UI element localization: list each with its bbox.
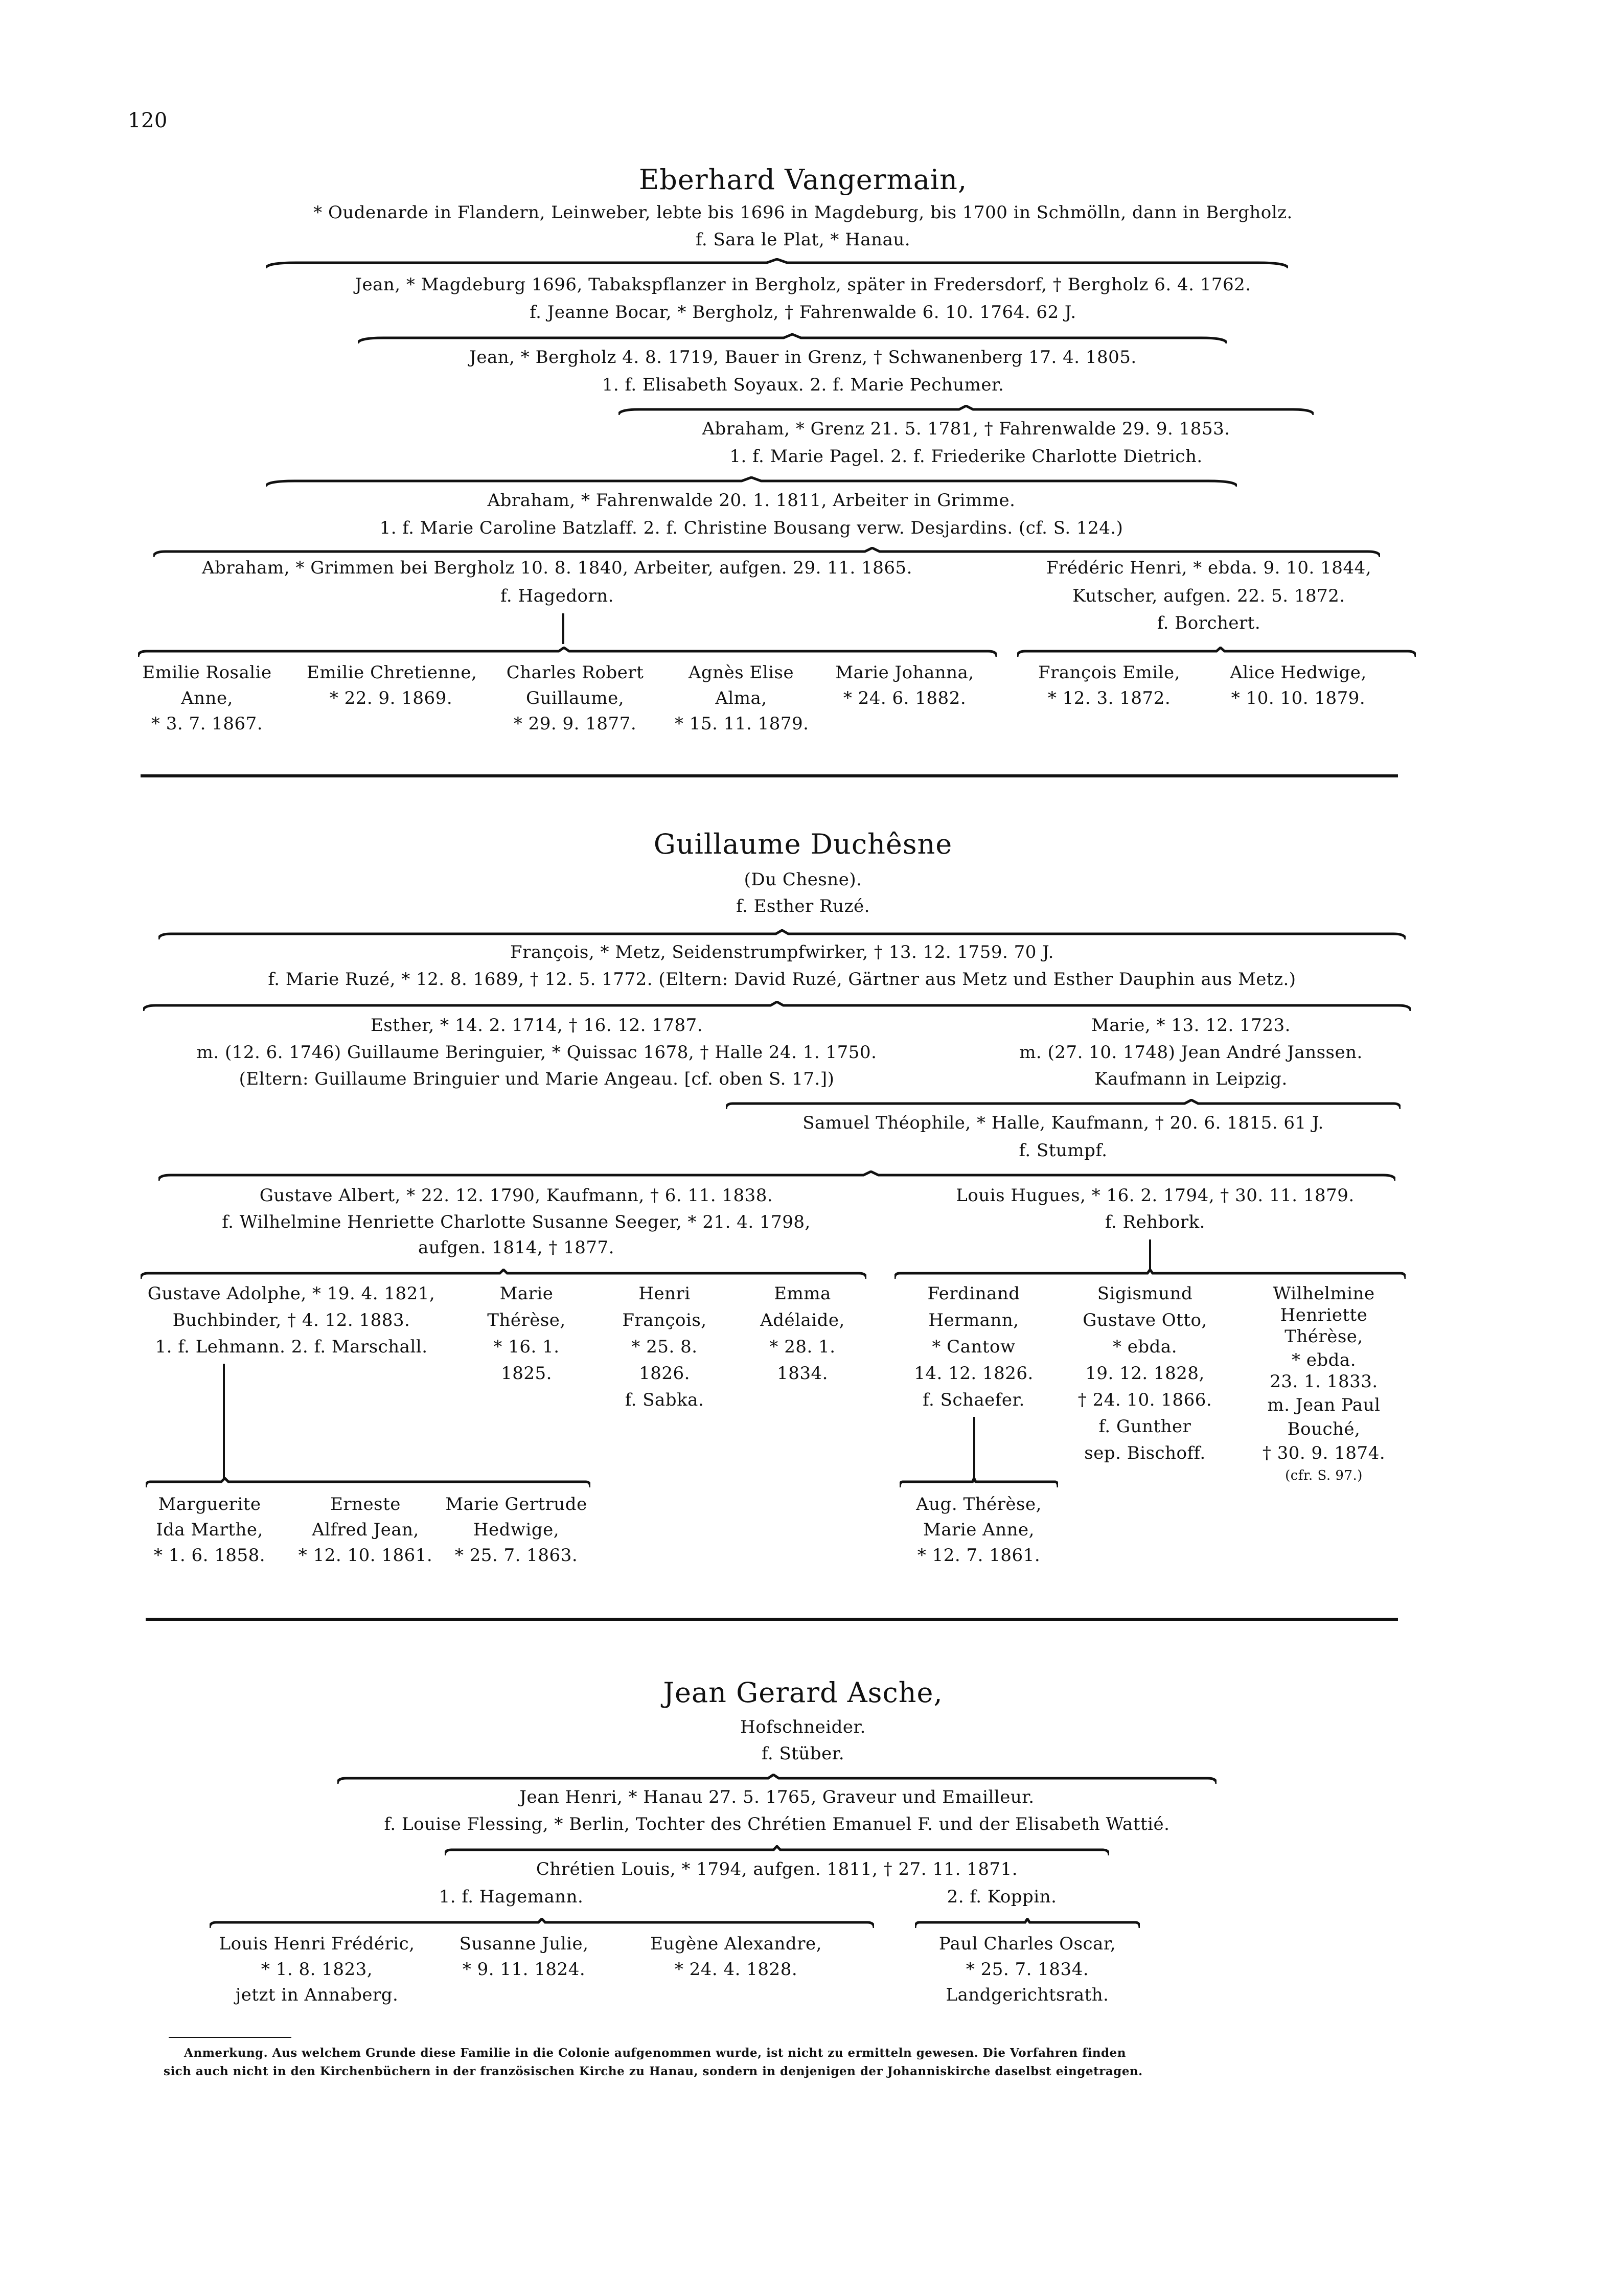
brace-connector xyxy=(210,1918,874,1929)
child-line: Paul Charles Oscar, xyxy=(938,1934,1116,1954)
child-line: Eugène Alexandre, xyxy=(650,1934,822,1954)
gen4-left-spouse: f. Wilhelmine Henriette Charlotte Susanne Seeger, * 21. 4. 1798, xyxy=(222,1212,811,1232)
gen2-spouse-1: 1. f. Hagemann. xyxy=(439,1887,584,1907)
child-line: sep. Bischoff. xyxy=(1084,1443,1206,1463)
brace-connector xyxy=(158,929,1406,940)
child-birth: * 3. 7. 1867. xyxy=(151,714,263,734)
child-line: Bouché, xyxy=(1287,1419,1361,1439)
grandchild-line: Alfred Jean, xyxy=(312,1520,419,1540)
gen2-person: Jean, * Bergholz 4. 8. 1719, Bauer in Grenz, † Schwanenberg 17. 4. 1805. xyxy=(469,347,1137,368)
gen5-right-person: Frédéric Henri, * ebda. 9. 10. 1844, xyxy=(1046,558,1372,578)
gen4-left-spouse-detail: aufgen. 1814, † 1877. xyxy=(418,1237,614,1258)
gen2-left-person: Esther, * 14. 2. 1714, † 16. 12. 1787. xyxy=(370,1015,703,1036)
child-birth: * 10. 10. 1879. xyxy=(1231,688,1366,708)
child-line: * 25. 7. 1834. xyxy=(966,1959,1089,1980)
brace-connector xyxy=(894,1269,1406,1280)
gen4-right-person: Louis Hugues, * 16. 2. 1794, † 30. 11. 1879. xyxy=(956,1185,1355,1206)
founder-spouse: f. Esther Ruzé. xyxy=(736,896,870,916)
gen2-right-spouse: m. (27. 10. 1748) Jean André Janssen. xyxy=(1019,1042,1363,1063)
brace-connector xyxy=(138,647,997,658)
brace-connector xyxy=(1017,647,1416,658)
child-birth: * 29. 9. 1877. xyxy=(513,714,637,734)
child-line: 1826. xyxy=(639,1363,690,1384)
gen3-spouse: f. Stumpf. xyxy=(1019,1140,1108,1161)
child-line: 19. 12. 1828, xyxy=(1085,1363,1205,1384)
founder-spouse: f. Sara le Plat, * Hanau. xyxy=(695,229,911,250)
descent-line xyxy=(223,1364,225,1479)
gen2-left-parents-note: (Eltern: Guillaume Bringuier und Marie Angeau. [cf. oben S. 17.]) xyxy=(239,1069,835,1089)
child-line: m. Jean Paul xyxy=(1267,1395,1381,1415)
child-name: Emilie Rosalie xyxy=(142,662,272,683)
child-line: † 30. 9. 1874. xyxy=(1262,1443,1386,1463)
brace-connector xyxy=(141,1269,866,1280)
gen2-right-spouse-occupation: Kaufmann in Leipzig. xyxy=(1094,1069,1288,1089)
gen2-person: Chrétien Louis, * 1794, aufgen. 1811, † 27. 11. 1871. xyxy=(536,1859,1018,1879)
gen2-spouse-2: 2. f. Koppin. xyxy=(947,1887,1057,1907)
grandchild-line: Marie Anne, xyxy=(923,1520,1035,1540)
child-line: * ebda. xyxy=(1112,1337,1178,1357)
section-divider xyxy=(146,1618,1398,1621)
gen3-person: Samuel Théophile, * Halle, Kaufmann, † 20. 6. 1815. 61 J. xyxy=(802,1113,1324,1133)
child-line: 23. 1. 1833. xyxy=(1270,1371,1378,1392)
child-line: jetzt in Annaberg. xyxy=(235,1985,399,2005)
child-detail: Guillaume, xyxy=(525,688,625,708)
gen1-spouse: f. Marie Ruzé, * 12. 8. 1689, † 12. 5. 1772. (Eltern: David Ruzé, Gärtner aus Metz und Esther Dauphin aus Metz.) xyxy=(268,969,1296,990)
gen2-left-spouse: m. (12. 6. 1746) Guillaume Beringuier, * Quissac 1678, † Halle 24. 1. 1750. xyxy=(196,1042,877,1063)
gen4-person: Abraham, * Fahrenwalde 20. 1. 1811, Arbeiter in Grimme. xyxy=(487,490,1016,511)
child-line: * 16. 1. xyxy=(493,1337,560,1357)
child-line: * 1. 8. 1823, xyxy=(261,1959,373,1980)
gen3-person: Abraham, * Grenz 21. 5. 1781, † Fahrenwalde 29. 9. 1853. xyxy=(702,419,1230,439)
grandchild-line: Marguerite xyxy=(158,1494,261,1514)
gen5-right-occupation: Kutscher, aufgen. 22. 5. 1872. xyxy=(1072,586,1345,606)
family-title: Guillaume Duchêsne xyxy=(653,828,953,860)
brace-connector xyxy=(146,1477,590,1488)
grandchild-line: * 12. 7. 1861. xyxy=(917,1545,1041,1566)
child-line: Henriette xyxy=(1280,1305,1368,1325)
child-line: * Cantow xyxy=(932,1337,1016,1357)
gen1-person: Jean Henri, * Hanau 27. 5. 1765, Graveur und Emailleur. xyxy=(519,1787,1035,1807)
child-line: Landgerichtsrath. xyxy=(946,1985,1109,2005)
child-name: Alice Hedwige, xyxy=(1230,662,1367,683)
child-name: Marie Johanna, xyxy=(835,662,974,683)
child-line: Buchbinder, † 4. 12. 1883. xyxy=(172,1310,410,1330)
child-line: f. Sabka. xyxy=(625,1390,704,1410)
child-line: Wilhelmine xyxy=(1273,1283,1375,1304)
child-birth: * 12. 3. 1872. xyxy=(1047,688,1171,708)
grandchild-line: Aug. Thérèse, xyxy=(916,1494,1042,1514)
grandchild-line: Marie Gertrude xyxy=(445,1494,587,1514)
section-divider xyxy=(141,774,1398,777)
child-line: Gustave Adolphe, * 19. 4. 1821, xyxy=(147,1283,435,1304)
child-name: Agnès Elise xyxy=(688,662,794,683)
family-title: Jean Gerard Asche, xyxy=(663,1677,943,1709)
gen3-spouses: 1. f. Marie Pagel. 2. f. Friederike Charlotte Dietrich. xyxy=(729,446,1203,467)
brace-connector xyxy=(153,547,1380,558)
child-line: Sigismund xyxy=(1097,1283,1193,1304)
footnote-line-2: sich auch nicht in den Kirchenbüchern in der französischen Kirche zu Hanau, sondern in denjenigen der Johanniskirche daselbst eingetragen. xyxy=(164,2064,1143,2078)
descent-line xyxy=(1149,1239,1151,1270)
grandchild-line: * 25. 7. 1863. xyxy=(454,1545,578,1566)
child-line: f. Gunther xyxy=(1098,1416,1191,1437)
gen5-right-spouse: f. Borchert. xyxy=(1157,613,1261,633)
child-line: Marie xyxy=(499,1283,554,1304)
gen5-left-person: Abraham, * Grimmen bei Bergholz 10. 8. 1840, Arbeiter, aufgen. 29. 11. 1865. xyxy=(202,558,912,578)
brace-connector xyxy=(266,258,1288,269)
footnote-line-1: Anmerkung. Aus welchem Grunde diese Familie in die Colonie aufgenommen wurde, ist nicht zu ermitteln gewesen. Die Vorfahren finden xyxy=(184,2046,1126,2060)
founder-spouse: f. Stüber. xyxy=(761,1743,845,1764)
brace-connector xyxy=(143,1001,1411,1012)
child-line: * ebda. xyxy=(1291,1350,1357,1370)
brace-connector xyxy=(445,1845,1109,1856)
child-line: * 28. 1. xyxy=(769,1337,836,1357)
child-line: 1. f. Lehmann. 2. f. Marschall. xyxy=(155,1337,428,1357)
child-line: f. Schaefer. xyxy=(923,1390,1025,1410)
gen1-person: Jean, * Magdeburg 1696, Tabakspflanzer in Bergholz, später in Fredersdorf, † Bergholz 6. 4. 1762. xyxy=(355,274,1251,295)
child-line: 1834. xyxy=(777,1363,828,1384)
gen4-right-spouse: f. Rehbork. xyxy=(1105,1212,1205,1232)
child-line: Emma xyxy=(774,1283,831,1304)
brace-connector xyxy=(726,1099,1401,1110)
child-line: * 9. 11. 1824. xyxy=(462,1959,586,1980)
child-birth: * 15. 11. 1879. xyxy=(675,714,809,734)
gen2-right-person: Marie, * 13. 12. 1723. xyxy=(1091,1015,1291,1036)
descent-line xyxy=(562,613,564,644)
child-line: Louis Henri Frédéric, xyxy=(219,1934,415,1954)
footnote-rule xyxy=(169,2037,291,2038)
brace-connector xyxy=(358,333,1227,345)
brace-connector xyxy=(900,1477,1058,1488)
child-line: Adélaide, xyxy=(760,1310,845,1330)
child-line: * 25. 8. xyxy=(631,1337,698,1357)
founder-occupation: Hofschneider. xyxy=(740,1717,866,1737)
child-detail: Anne, xyxy=(181,688,233,708)
child-line: Thérèse, xyxy=(1284,1326,1363,1347)
child-birth: * 24. 6. 1882. xyxy=(843,688,967,708)
gen1-person: François, * Metz, Seidenstrumpfwirker, † 13. 12. 1759. 70 J. xyxy=(510,942,1054,962)
child-line: Gustave Otto, xyxy=(1083,1310,1207,1330)
gen1-spouse: f. Jeanne Bocar, * Bergholz, † Fahrenwalde 6. 10. 1764. 62 J. xyxy=(530,302,1076,323)
child-name: Charles Robert xyxy=(506,662,644,683)
family-title: Eberhard Vangermain, xyxy=(638,164,968,196)
child-line: † 24. 10. 1866. xyxy=(1077,1390,1212,1410)
child-name: François Emile, xyxy=(1038,662,1180,683)
brace-connector xyxy=(618,405,1314,416)
grandchild-line: * 12. 10. 1861. xyxy=(298,1545,433,1566)
grandchild-line: Erneste xyxy=(330,1494,401,1514)
brace-connector xyxy=(266,476,1237,488)
brace-connector xyxy=(915,1918,1140,1929)
child-birth: * 22. 9. 1869. xyxy=(329,688,453,708)
child-line: François, xyxy=(622,1310,707,1330)
child-line: Hermann, xyxy=(928,1310,1019,1330)
grandchild-line: Ida Marthe, xyxy=(156,1520,263,1540)
grandchild-line: Hedwige, xyxy=(473,1520,560,1540)
child-line: 14. 12. 1826. xyxy=(914,1363,1034,1384)
child-detail: Alma, xyxy=(715,688,767,708)
child-name: Emilie Chretienne, xyxy=(307,662,477,683)
gen2-spouses: 1. f. Elisabeth Soyaux. 2. f. Marie Pechumer. xyxy=(602,375,1004,395)
gen1-spouse: f. Louise Flessing, * Berlin, Tochter des Chrétien Emanuel F. und der Elisabeth Wattié. xyxy=(384,1814,1170,1834)
child-line: Ferdinand xyxy=(927,1283,1020,1304)
child-line: (cfr. S. 97.) xyxy=(1285,1468,1363,1483)
grandchild-line: * 1. 6. 1858. xyxy=(153,1545,266,1566)
gen4-left-person: Gustave Albert, * 22. 12. 1790, Kaufmann, † 6. 11. 1838. xyxy=(259,1185,773,1206)
page-number: 120 xyxy=(128,109,168,132)
gen4-spouses: 1. f. Marie Caroline Batzlaff. 2. f. Christine Bousang verw. Desjardins. (cf. S. 124.) xyxy=(379,518,1123,538)
child-line: Henri xyxy=(638,1283,691,1304)
family-subtitle: (Du Chesne). xyxy=(744,869,862,890)
brace-connector xyxy=(158,1170,1395,1182)
founder-details: * Oudenarde in Flandern, Leinweber, lebte bis 1696 in Magdeburg, bis 1700 in Schmölln, dann in Bergholz. xyxy=(313,202,1293,223)
child-line: Susanne Julie, xyxy=(459,1934,589,1954)
gen5-left-spouse: f. Hagedorn. xyxy=(500,586,614,606)
child-line: 1825. xyxy=(501,1363,552,1384)
child-line: Thérèse, xyxy=(487,1310,566,1330)
descent-line xyxy=(973,1417,975,1478)
child-line: * 24. 4. 1828. xyxy=(674,1959,798,1980)
brace-connector xyxy=(337,1774,1217,1785)
